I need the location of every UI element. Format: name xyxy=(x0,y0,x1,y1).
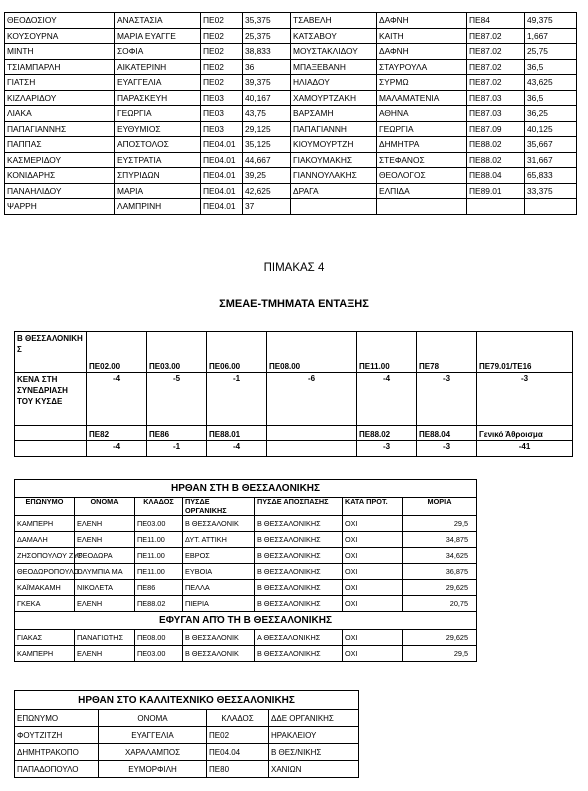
vacancies-table-body xyxy=(15,332,573,457)
table-cell: Β ΘΕΣΣΑΛΟΝΙΚ xyxy=(183,646,255,662)
table-cell: ΚΟΝΙΔΑΡΗΣ xyxy=(5,168,115,184)
table-cell: ΕΥΒΟΙΑ xyxy=(183,564,255,580)
table-cell: ΗΡΑΚΛΕΙΟΥ xyxy=(269,727,359,744)
table-cell: ΠΑΠΑΔΟΠΟΥΛΟ xyxy=(15,761,99,778)
art-school-table xyxy=(14,690,359,778)
table-row xyxy=(15,332,573,373)
table-cell: ΠΕ87.02 xyxy=(467,44,525,60)
table-cell: ΑΝΑΣΤΑΣΙΑ xyxy=(115,13,201,29)
table-cell: ΠΕ87.02 xyxy=(467,75,525,91)
table-cell: ΠΕ88.02 xyxy=(135,596,183,612)
table-row xyxy=(15,580,477,596)
column-header: ΕΠΩΝΥΜΟ xyxy=(15,710,99,727)
table-cell: ΟΧΙ xyxy=(343,516,403,532)
table-cell: ΑΙΚΑΤΕΡΙΝΗ xyxy=(115,59,201,75)
table-cell: 25,75 xyxy=(525,44,577,60)
column-header: ΟΝΟΜΑ xyxy=(99,710,207,727)
table-cell: 43,75 xyxy=(243,106,291,122)
table-cell xyxy=(377,199,467,215)
table-cell: 38,833 xyxy=(243,44,291,60)
table-cell: ΠΕ03 xyxy=(201,121,243,137)
table-cell: ΘΕΟΛΟΓΟΣ xyxy=(377,168,467,184)
table-cell: 37 xyxy=(243,199,291,215)
column-header: ΟΝΟΜΑ xyxy=(75,498,135,516)
column-header: ΚΛΑΔΟΣ xyxy=(207,710,269,727)
table-cell: ΕΥΑΓΓΕΛΙΑ xyxy=(115,75,201,91)
table-cell: ΠΕ86 xyxy=(147,426,207,441)
table-cell: 40,167 xyxy=(243,90,291,106)
table-cell: ΠΕ02 xyxy=(201,44,243,60)
table-cell: -6 xyxy=(267,373,357,426)
table-cell: ΚΟΥΣΟΥΡΝΑ xyxy=(5,28,115,44)
column-header: ΠΥΣΔΕ ΑΠΟΣΠΑΣΗΣ xyxy=(255,498,343,516)
table-cell: ΕΥΘΥΜΙΟΣ xyxy=(115,121,201,137)
table-row xyxy=(15,516,477,532)
table-cell: ΟΧΙ xyxy=(343,596,403,612)
table-cell xyxy=(291,199,377,215)
vacancies-table xyxy=(14,331,573,457)
table-cell: 34,625 xyxy=(403,548,477,564)
table-cell: 36,25 xyxy=(525,106,577,122)
art-school-table-body xyxy=(15,691,359,778)
table-cell: ΠΕ87.09 xyxy=(467,121,525,137)
table-cell: ΠΕ88.01 xyxy=(207,426,267,441)
row-header-cell xyxy=(15,441,87,457)
table-cell: ΕΒΡΟΣ xyxy=(183,548,255,564)
table-cell: ΔΑΜΑΛΗ xyxy=(15,532,75,548)
table-cell: ΠΕ88.02 xyxy=(467,152,525,168)
table-cell: ΚΑΤΣΑΒΟΥ xyxy=(291,28,377,44)
table-cell: ΚΑΪΜΑΚΑΜΗ xyxy=(15,580,75,596)
table-cell: ΠΕ11.00 xyxy=(135,564,183,580)
banner-arrived: ΗΡΘΑΝ ΣΤΗ Β ΘΕΣΣΑΛΟΝΙΚΗΣ xyxy=(15,480,477,498)
table-cell: 33,375 xyxy=(525,183,577,199)
table-cell: ΔΡΑΓΑ xyxy=(291,183,377,199)
table-cell: ΑΘΗΝΑ xyxy=(377,106,467,122)
table-cell: 39,375 xyxy=(243,75,291,91)
table-cell: ΓΙΑΝΝΟΥΛΑΚΗΣ xyxy=(291,168,377,184)
table-cell: ΟΧΙ xyxy=(343,548,403,564)
table-cell: ΠΑΝΑΗΛΙΔΟΥ xyxy=(5,183,115,199)
table-row xyxy=(5,121,577,137)
row-header-cell xyxy=(15,426,87,441)
column-header: ΜΟΡΙΑ xyxy=(403,498,477,516)
table-cell: ΔΑΦΝΗ xyxy=(377,13,467,29)
teachers-table-body xyxy=(5,13,577,215)
row-header-cell: ΚΕΝΑ ΣΤΗ ΣΥΝΕΔΡΙΑΣΗ ΤΟΥ ΚΥΣΔΕ xyxy=(15,373,87,426)
table-cell: ΠΕ02 xyxy=(207,727,269,744)
table-row xyxy=(15,727,359,744)
table-cell: Γενικό Άθροισμα xyxy=(477,426,573,441)
table-cell: ΚΙΟΥΜΟΥΡΤΖΗ xyxy=(291,137,377,153)
table-cell: ΠΕ04.04 xyxy=(207,744,269,761)
table-row xyxy=(15,564,477,580)
table-cell: ΠΕ11.00 xyxy=(135,532,183,548)
table-cell: ΠΕ04.01 xyxy=(201,183,243,199)
table-cell: Β ΘΕΣΣΑΛΟΝΙΚ xyxy=(183,516,255,532)
table-cell: ΠΕ88.02 xyxy=(467,137,525,153)
table-cell: ΜΑΛΑΜΑΤΕΝΙΑ xyxy=(377,90,467,106)
table-row xyxy=(5,199,577,215)
table-cell: ΠΕ08.00 xyxy=(267,332,357,373)
table-row xyxy=(15,373,573,426)
table-cell: ΜΙΝΤΗ xyxy=(5,44,115,60)
table-cell: ΠΑΝΑΓΙΩΤΗΣ xyxy=(75,630,135,646)
table-cell: ΣΟΦΙΑ xyxy=(115,44,201,60)
table-cell: ΣΠΥΡΙΔΩΝ xyxy=(115,168,201,184)
table-cell: ΖΗΣΟΠΟΥΛΟΥ ΖΥΓ xyxy=(15,548,75,564)
table-cell: ΔΗΜΗΤΡΑΚΟΠΟ xyxy=(15,744,99,761)
table-cell: ΧΑΡΑΛΑΜΠΟΣ xyxy=(99,744,207,761)
table-cell: Β ΘΕΣΣΑΛΟΝΙΚΗΣ xyxy=(255,580,343,596)
table-cell: 25,375 xyxy=(243,28,291,44)
table-cell: Β ΘΕΣΣΑΛΟΝΙΚΗΣ xyxy=(255,548,343,564)
table-cell: ΚΙΖΛΑΡΙΔΟΥ xyxy=(5,90,115,106)
table-cell: 29,5 xyxy=(403,516,477,532)
table-cell: ΚΑΣΜΕΡΙΔΟΥ xyxy=(5,152,115,168)
table-cell: ΑΠΟΣΤΟΛΟΣ xyxy=(115,137,201,153)
table-cell: ΦΟΥΤΖΙΤΖΗ xyxy=(15,727,99,744)
table-cell: ΔΗΜΗΤΡΑ xyxy=(377,137,467,153)
table-cell: 35,125 xyxy=(243,137,291,153)
table-cell: 43,625 xyxy=(525,75,577,91)
table-row xyxy=(5,183,577,199)
table-row xyxy=(5,44,577,60)
table-cell: ΜΠΑΞΕΒΑΝΗ xyxy=(291,59,377,75)
table-cell: ΚΑΙΤΗ xyxy=(377,28,467,44)
header-row xyxy=(15,710,359,727)
table-row xyxy=(5,28,577,44)
transfers-table-body xyxy=(15,480,477,662)
table-row xyxy=(15,548,477,564)
table-cell: -4 xyxy=(87,373,147,426)
teachers-table xyxy=(4,12,577,215)
table-cell: ΠΕ88.04 xyxy=(467,168,525,184)
table-cell: ΓΙΑΚΑΣ xyxy=(15,630,75,646)
table-cell: ΜΑΡΙΑ ΕΥΑΓΓΕ xyxy=(115,28,201,44)
table-cell: 35,375 xyxy=(243,13,291,29)
banner-row xyxy=(15,612,477,630)
table-cell: ΣΤΑΥΡΟΥΛΑ xyxy=(377,59,467,75)
table-row xyxy=(5,13,577,29)
table-cell: ΔΑΦΝΗ xyxy=(377,44,467,60)
table-cell: ΠΕ04.01 xyxy=(201,199,243,215)
table-cell: ΠΕ86 xyxy=(135,580,183,596)
table-cell: ΘΕΟΔΩΡΑ xyxy=(75,548,135,564)
table-cell: ΠΕ02.00 xyxy=(87,332,147,373)
table-cell: -4 xyxy=(87,441,147,457)
table-cell: Β ΘΕΣΣΑΛΟΝΙΚΗΣ xyxy=(255,516,343,532)
table-cell: ΟΛΥΜΠΙΑ ΜΑ xyxy=(75,564,135,580)
table-cell: 36 xyxy=(243,59,291,75)
table-cell: ΠΕ03.00 xyxy=(135,516,183,532)
table-cell: ΠΕ84 xyxy=(467,13,525,29)
table-cell: 29,5 xyxy=(403,646,477,662)
table-cell: ΠΕ79.01/ΤΕ16 xyxy=(477,332,573,373)
column-header: ΚΛΑΔΟΣ xyxy=(135,498,183,516)
table-cell: ΤΣΑΒΕΛΗ xyxy=(291,13,377,29)
table-cell: 29,625 xyxy=(403,580,477,596)
table-cell: 31,667 xyxy=(525,152,577,168)
table-cell: ΠΑΠΑΓΙΑΝΝΗΣ xyxy=(5,121,115,137)
table-cell: ΒΑΡΣΑΜΗ xyxy=(291,106,377,122)
table-cell: ΠΕ02 xyxy=(201,59,243,75)
table-cell: 1,667 xyxy=(525,28,577,44)
table-cell: ΠΕ04.01 xyxy=(201,137,243,153)
table-cell: -41 xyxy=(477,441,573,457)
table-cell: Β ΘΕΣΣΑΛΟΝΙΚΗΣ xyxy=(255,532,343,548)
table-cell: ΠΕ11.00 xyxy=(357,332,417,373)
table-cell: ΠΕ82 xyxy=(87,426,147,441)
table-cell: ΚΑΜΠΕΡΗ xyxy=(15,516,75,532)
table-cell: ΠΕ08.00 xyxy=(135,630,183,646)
table-cell: ΠΕ03 xyxy=(201,90,243,106)
table-cell: ΕΥΣΤΡΑΤΙΑ xyxy=(115,152,201,168)
table-row xyxy=(15,744,359,761)
table-cell: -4 xyxy=(357,373,417,426)
table-cell: ΠΕ78 xyxy=(417,332,477,373)
table-cell: ΠΑΠΠΑΣ xyxy=(5,137,115,153)
table-cell: -3 xyxy=(417,441,477,457)
row-header-cell: Β ΘΕΣΣΑΛΟΝΙΚΗ Σ xyxy=(15,332,87,373)
table-cell: ΠΕ88.04 xyxy=(417,426,477,441)
table-cell: -4 xyxy=(207,441,267,457)
table-cell: ΘΕΟΔΟΣΙΟΥ xyxy=(5,13,115,29)
table-row xyxy=(5,152,577,168)
table-cell: ΠΕ87.03 xyxy=(467,106,525,122)
column-header: ΚΑΤΑ ΠΡΟΤ. xyxy=(343,498,403,516)
table-cell: ΟΧΙ xyxy=(343,630,403,646)
table-cell: -5 xyxy=(147,373,207,426)
table-cell: 65,833 xyxy=(525,168,577,184)
table-cell: ΕΛΠΙΔΑ xyxy=(377,183,467,199)
table-cell: 36,5 xyxy=(525,90,577,106)
table-row xyxy=(5,75,577,91)
table-cell: ΕΛΕΝΗ xyxy=(75,516,135,532)
table-cell: ΠΕ87.02 xyxy=(467,28,525,44)
table-row xyxy=(15,596,477,612)
table-cell: ΠΕ88.02 xyxy=(357,426,417,441)
table-cell: 36,5 xyxy=(525,59,577,75)
table-cell: ΜΑΡΙΑ xyxy=(115,183,201,199)
table-row xyxy=(5,168,577,184)
table-cell: ΟΧΙ xyxy=(343,646,403,662)
table-cell xyxy=(525,199,577,215)
table-cell: ΣΤΕΦΑΝΟΣ xyxy=(377,152,467,168)
table-cell: ΛΑΜΠΡΙΝΗ xyxy=(115,199,201,215)
table-row xyxy=(5,137,577,153)
table-cell: 40,125 xyxy=(525,121,577,137)
column-header: ΔΔΕ ΟΡΓΑΝΙΚΗΣ xyxy=(269,710,359,727)
table-cell: ΠΕ02 xyxy=(201,13,243,29)
table-cell: ΓΚΕΚΑ xyxy=(15,596,75,612)
table-cell: ΓΕΩΡΓΙΑ xyxy=(115,106,201,122)
table-cell: Β ΘΕΣ/ΝΙΚΗΣ xyxy=(269,744,359,761)
table-cell: ΠΑΡΑΣΚΕΥΗ xyxy=(115,90,201,106)
table-cell: ΕΛΕΝΗ xyxy=(75,596,135,612)
table-cell: 29,125 xyxy=(243,121,291,137)
table-cell: ΠΕ06.00 xyxy=(207,332,267,373)
table-cell xyxy=(467,199,525,215)
table-cell: ΓΙΑΤΣΗ xyxy=(5,75,115,91)
table-cell: ΧΑΜΟΥΡΤΖΑΚΗ xyxy=(291,90,377,106)
table-cell: ΘΕΟΔΩΡΟΠΟΥΛΟ xyxy=(15,564,75,580)
table-cell: -1 xyxy=(207,373,267,426)
table-cell: 35,667 xyxy=(525,137,577,153)
table-cell: ΟΧΙ xyxy=(343,580,403,596)
table-cell: ΠΕ03 xyxy=(201,106,243,122)
table-cell: ΜΟΥΣΤΑΚΛΙΔΟΥ xyxy=(291,44,377,60)
table-cell: -3 xyxy=(417,373,477,426)
table-cell: ΠΕ87.03 xyxy=(467,90,525,106)
banner-departed: ΕΦΥΓΑΝ ΑΠΌ ΤΗ Β ΘΕΣΣΑΛΟΝΙΚΗΣ xyxy=(15,612,477,630)
table-cell: -1 xyxy=(147,441,207,457)
table-cell: ΠΕ03.00 xyxy=(147,332,207,373)
table-cell: 34,875 xyxy=(403,532,477,548)
table-cell: ΝΙΚΟΛΕΤΑ xyxy=(75,580,135,596)
table-row xyxy=(15,646,477,662)
section-title: ΣΜΕΑΕ-ΤΜΗΜΑΤΑ ΕΝΤΑΞΗΣ xyxy=(219,298,369,310)
header-row xyxy=(15,498,477,516)
table-cell: ΠΑΠΑΓΙΑΝΝΗ xyxy=(291,121,377,137)
table-cell: ΔΥΤ. ΑΤΤΙΚΗ xyxy=(183,532,255,548)
table-cell: ΕΥΜΟΡΦΙΛΗ xyxy=(99,761,207,778)
table-cell: ΠΕ02 xyxy=(201,75,243,91)
table-cell: ΕΥΑΓΓΕΛΙΑ xyxy=(99,727,207,744)
table-cell: ΠΕ80 xyxy=(207,761,269,778)
table-cell: Β ΘΕΣΣΑΛΟΝΙΚΗΣ xyxy=(255,564,343,580)
table-cell: ΟΧΙ xyxy=(343,532,403,548)
table-cell: ΟΧΙ xyxy=(343,564,403,580)
table-cell: 49,375 xyxy=(525,13,577,29)
table-cell: ΠΕ87.02 xyxy=(467,59,525,75)
table-row xyxy=(5,59,577,75)
table-cell: 36,875 xyxy=(403,564,477,580)
table-cell: Β ΘΕΣΣΑΛΟΝΙΚΗΣ xyxy=(255,646,343,662)
table-cell: ΨΑΡΡΗ xyxy=(5,199,115,215)
column-header: ΕΠΩΝΥΜΟ xyxy=(15,498,75,516)
table-cell: Β ΘΕΣΣΑΛΟΝΙΚΗΣ xyxy=(255,596,343,612)
table-row xyxy=(15,630,477,646)
table-cell: ΤΣΙΑΜΠΑΡΛΗ xyxy=(5,59,115,75)
table-cell: ΠΙΕΡΙΑ xyxy=(183,596,255,612)
table-cell: 29,625 xyxy=(403,630,477,646)
table-cell xyxy=(267,441,357,457)
table-cell: ΕΛΕΝΗ xyxy=(75,646,135,662)
transfers-table xyxy=(14,479,477,662)
table-cell: ΠΕΛΛΑ xyxy=(183,580,255,596)
table-cell: 42,625 xyxy=(243,183,291,199)
table-row xyxy=(15,426,573,441)
table-cell: ΠΕ11.00 xyxy=(135,548,183,564)
table-row xyxy=(5,90,577,106)
table-cell: -3 xyxy=(477,373,573,426)
table-cell: ΓΕΩΡΓΙΑ xyxy=(377,121,467,137)
banner-art-school: ΗΡΘΑΝ ΣΤΟ ΚΑΛΛΙΤΕΧΝΙΚΟ ΘΕΣΣΑΛΟΝΙΚΗΣ xyxy=(15,691,359,710)
table-caption: ΠΙΜΑΚΑΣ 4 xyxy=(263,262,325,274)
table-cell: 44,667 xyxy=(243,152,291,168)
column-header: ΠΥΣΔΕ ΟΡΓΑΝΙΚΗΣ xyxy=(183,498,255,516)
table-cell: 20,75 xyxy=(403,596,477,612)
table-cell xyxy=(267,426,357,441)
table-row xyxy=(5,106,577,122)
table-cell: ΚΑΜΠΕΡΗ xyxy=(15,646,75,662)
table-cell: ΣΥΡΜΩ xyxy=(377,75,467,91)
table-cell: ΓΙΑΚΟΥΜΑΚΗΣ xyxy=(291,152,377,168)
table-cell: ΗΛΙΑΔΟΥ xyxy=(291,75,377,91)
table-row xyxy=(15,532,477,548)
table-cell: ΠΕ02 xyxy=(201,28,243,44)
table-cell: ΧΑΝΙΩΝ xyxy=(269,761,359,778)
table-row xyxy=(15,441,573,457)
table-cell: ΠΕ04.01 xyxy=(201,152,243,168)
table-row xyxy=(15,761,359,778)
table-cell: ΠΕ04.01 xyxy=(201,168,243,184)
table-cell: -3 xyxy=(357,441,417,457)
table-cell: 39,25 xyxy=(243,168,291,184)
table-cell: ΕΛΕΝΗ xyxy=(75,532,135,548)
banner-row xyxy=(15,480,477,498)
banner-row xyxy=(15,691,359,710)
table-cell: ΠΕ89.01 xyxy=(467,183,525,199)
table-cell: ΠΕ03.00 xyxy=(135,646,183,662)
table-cell: Β ΘΕΣΣΑΛΟΝΙΚ xyxy=(183,630,255,646)
table-cell: Α ΘΕΣΣΑΛΟΝΙΚΗΣ xyxy=(255,630,343,646)
table-cell: ΛΙΑΚΑ xyxy=(5,106,115,122)
